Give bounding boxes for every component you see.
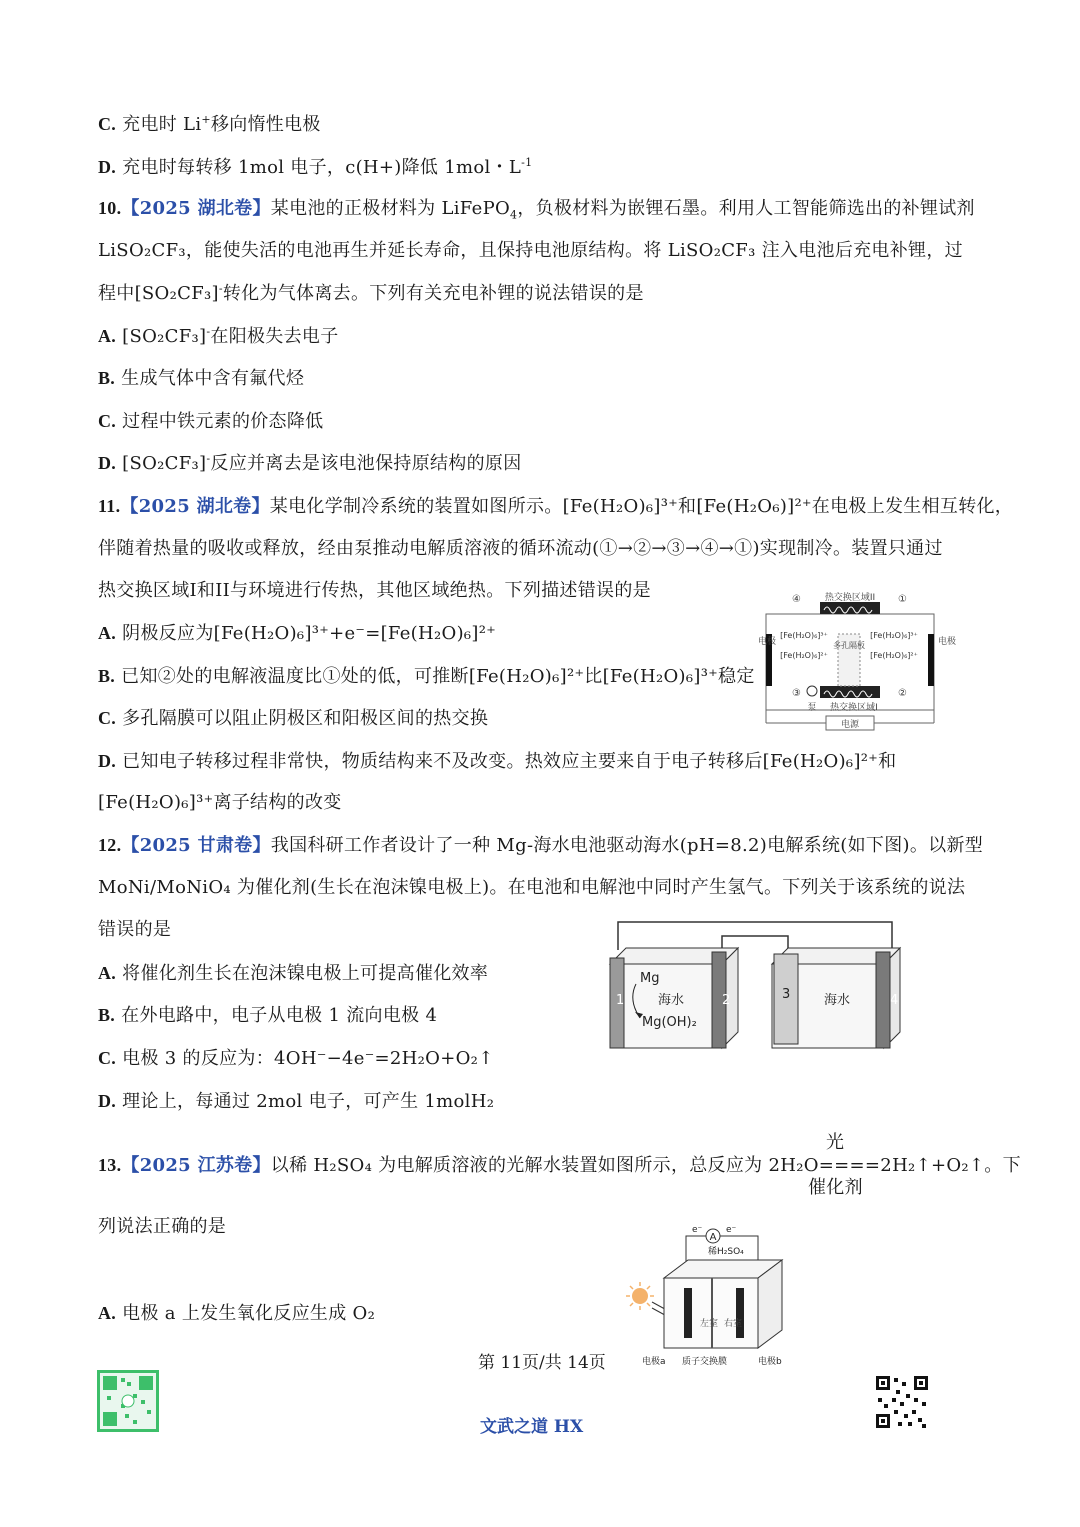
left-bottom-species: [Fe(H₂O)₆]²⁺: [780, 651, 828, 660]
circle-4: ④: [792, 594, 801, 605]
seawater-label-2: 海水: [824, 993, 851, 1008]
stem-text-tail: 转化为气体离去。下列有关充电补锂的说法错误的是: [222, 283, 644, 304]
q10-option-c: [98, 409, 323, 434]
q10-stem-line-3: [98, 282, 644, 306]
option-letter: C.: [98, 708, 117, 728]
option-letter: B.: [98, 368, 116, 388]
option-text-tail: 反应并离去是该电池保持原结构的原因: [210, 453, 522, 474]
option-letter: B.: [98, 666, 116, 686]
option-letter: D.: [98, 157, 117, 177]
option-letter: D.: [98, 1091, 117, 1111]
option-text: 将催化剂生长在泡沫镍电极上可提高催化效率: [122, 963, 489, 984]
q11-option-b: [98, 664, 755, 689]
q13-photolysis-cell-diagram: [624, 1222, 804, 1370]
q12-option-b: [98, 1003, 437, 1028]
pump-icon: [807, 686, 817, 696]
superscript: -: [218, 282, 223, 295]
stem-text: 程中[SO₂CF₃]: [98, 283, 219, 304]
question-number: 11.: [98, 496, 121, 516]
mg-label: Mg: [640, 971, 660, 986]
q13-stem-line-2: 列说法正确的是: [98, 1216, 227, 1237]
circle-2: ②: [898, 688, 907, 699]
q13-under-arrow-catalyst: 催化剂: [808, 1177, 863, 1198]
q12-option-c: [98, 1046, 494, 1071]
right-electrode: [928, 634, 934, 686]
pump-label: 泵: [807, 703, 817, 713]
option-letter: C.: [98, 1048, 117, 1068]
stem-text: 我国科研工作者设计了一种 Mg-海水电池驱动海水(pH=8.2)电解系统(如下图)。以新型: [270, 835, 984, 856]
question-source: 【2025 甘肃卷】: [121, 835, 271, 856]
question-source: 【2025 湖北卷】: [120, 496, 270, 517]
q12-stem-line-1: [98, 833, 983, 858]
electrode-b-label: 电极b: [758, 1357, 782, 1367]
q12-stem-line-2: MoNi/MoNiO₄ 为催化剂(生长在泡沫镍电极上)。在电池和电解池中同时产生氢气。下列关于该系统的说法: [98, 877, 966, 898]
circle-1: ①: [898, 594, 907, 605]
q11-stem-line-2: 伴随着热量的吸收或释放，经由泵推动电解质溶液的循环流动(①→②→③→④→①)实现制冷。装置只通过: [98, 538, 943, 559]
question-source: 【2025 湖北卷】: [121, 198, 271, 219]
option-letter: D.: [98, 453, 117, 473]
q10-stem-line-2: LiSO₂CF₃，能使失活的电池再生并延长寿命，且保持电池原结构。将 LiSO₂CF₃ 注入电池后充电补锂，过: [98, 240, 963, 261]
question-number: 12.: [98, 835, 122, 855]
q10-option-d: [98, 451, 522, 476]
wechat-qr-code-left[interactable]: [97, 1370, 159, 1432]
membrane-label: 质子交换膜: [682, 1357, 728, 1367]
q11-option-c: [98, 706, 488, 731]
left-room-label: 左室: [700, 1319, 719, 1329]
power-label: 电源: [840, 720, 860, 730]
electrode-2-label: 2: [722, 993, 731, 1008]
option-letter: B.: [98, 1005, 116, 1025]
right-room-label: 右室: [724, 1319, 743, 1329]
option-text: 多孔隔膜可以阻止阴极区和阳极区间的热交换: [122, 708, 489, 729]
q13-over-arrow-light: 光: [826, 1132, 845, 1153]
q12-option-d: [98, 1089, 494, 1114]
electrode-3-label: 3: [782, 987, 791, 1002]
stem-text: 某电化学制冷系统的装置如图所示。[Fe(H₂O)₆]³⁺和[Fe(H₂O₆)]²⁺在电极上发生相互转化，: [269, 496, 1014, 517]
option-text-tail: 在阳极失去电子: [210, 326, 339, 347]
q13-stem-line-1: [98, 1153, 1021, 1178]
q13-option-a: [98, 1301, 375, 1326]
q10-stem-line-1: [98, 196, 975, 221]
option-text: [SO₂CF₃]: [122, 326, 207, 347]
electrode-a: [684, 1288, 692, 1338]
option-letter: C.: [98, 114, 117, 134]
q9-option-d: [98, 155, 532, 180]
stem-text: 以稀 H₂SO₄ 为电解质溶液的光解水装置如图所示，总反应为 2H₂O====2H₂↑+O₂↑。下: [270, 1155, 1021, 1176]
option-text: 理论上，每通过 2mol 电子，可产生 1molH₂: [122, 1091, 495, 1112]
option-letter: A.: [98, 326, 117, 346]
right-bottom-species: [Fe(H₂O)₆]²⁺: [870, 651, 918, 660]
q9-option-c: [98, 112, 321, 137]
acid-label: 稀H₂SO₄: [708, 1247, 744, 1257]
q11-cooling-system-diagram: [752, 593, 957, 732]
question-source: 【2025 江苏卷】: [121, 1155, 271, 1176]
q11-option-d: [98, 749, 896, 774]
left-electrode-label: 电极: [758, 637, 777, 647]
right-electrode-label: 电极: [938, 637, 957, 647]
superscript: -: [206, 325, 211, 338]
superscript: -: [206, 452, 211, 465]
membrane-label: 多孔隔板: [833, 641, 865, 650]
option-letter: A.: [98, 1303, 117, 1323]
electron-right: e⁻: [726, 1225, 737, 1235]
option-text: 充电时每转移 1mol 电子，c(H+)降低 1mol・L: [122, 157, 522, 178]
q12-stem-line-3: 错误的是: [98, 919, 172, 940]
page-number: 第 11页/共 14页: [478, 1353, 606, 1373]
q10-option-a: [98, 324, 339, 349]
sun-icon: [632, 1288, 648, 1304]
qr-code-right[interactable]: [874, 1374, 930, 1430]
electrode-4: [876, 952, 890, 1048]
electrode-b: [736, 1288, 744, 1338]
option-text: 已知②处的电解液温度比①处的低，可推断[Fe(H₂O)₆]²⁺比[Fe(H₂O)₆]³⁺稳定: [121, 666, 755, 687]
electrode-a-label: 电极a: [642, 1357, 666, 1367]
option-letter: D.: [98, 751, 117, 771]
right-top-species: [Fe(H₂O)₆]³⁺: [870, 631, 918, 640]
option-text: 电极 a 上发生氧化反应生成 O₂: [122, 1303, 376, 1324]
mgoh2-label: Mg(OH)₂: [642, 1015, 697, 1030]
circle-3: ③: [792, 688, 801, 699]
option-text: [SO₂CF₃]: [122, 453, 207, 474]
option-text: 在外电路中，电子从电极 1 流向电极 4: [121, 1005, 438, 1026]
option-text-tail: 移向惰性电极: [210, 114, 321, 135]
option-text: 充电时 Li: [122, 114, 202, 135]
q10-option-b: [98, 366, 304, 391]
q11-option-d-line-2: [Fe(H₂O)₆]³⁺离子结构的改变: [98, 792, 342, 813]
superscript: +: [201, 113, 211, 126]
electron-left: e⁻: [692, 1225, 703, 1235]
heat-zone-2-label: 热交换区域II: [824, 593, 876, 603]
heat-zone-1-label: 热交换区域I: [830, 703, 878, 713]
option-letter: A.: [98, 963, 117, 983]
superscript: -1: [521, 156, 533, 169]
option-text: 阴极反应为[Fe(H₂O)₆]³⁺+e⁻=[Fe(H₂O)₆]²⁺: [122, 623, 497, 644]
q12-battery-electrolysis-diagram: [600, 918, 910, 1058]
seawater-label-1: 海水: [658, 993, 685, 1008]
option-text: 过程中铁元素的价态降低: [122, 411, 324, 432]
option-letter: C.: [98, 411, 117, 431]
q11-option-a: [98, 621, 496, 646]
stem-text: 某电池的正极材料为 LiFePO: [270, 198, 511, 219]
option-letter: A.: [98, 623, 117, 643]
ammeter-label: A: [709, 1232, 717, 1243]
q12-option-a: [98, 961, 488, 986]
q11-stem-line-3: 热交换区域I和II与环境进行传热，其他区域绝热。下列描述错误的是: [98, 580, 651, 601]
option-text: 生成气体中含有氟代烃: [121, 368, 305, 389]
left-top-species: [Fe(H₂O)₆]³⁺: [780, 631, 828, 640]
option-text: 电极 3 的反应为：4OH⁻−4e⁻=2H₂O+O₂↑: [122, 1048, 494, 1069]
electrode-1-label: 1: [616, 993, 625, 1008]
option-text: 已知电子转移过程非常快，物质结构来不及改变。热效应主要来自于电子转移后[Fe(H₂O)₆]²⁺和: [122, 751, 897, 772]
footer-brand: 文武之道 HX: [480, 1417, 584, 1437]
subscript: 4: [510, 208, 518, 222]
stem-text-tail: ，负极材料为嵌锂石墨。利用人工智能筛选出的补锂试剂: [517, 198, 975, 219]
question-number: 13.: [98, 1155, 122, 1175]
electrode-4-label: 4: [890, 993, 899, 1008]
question-number: 10.: [98, 198, 122, 218]
q11-stem-line-1: [98, 494, 1013, 519]
